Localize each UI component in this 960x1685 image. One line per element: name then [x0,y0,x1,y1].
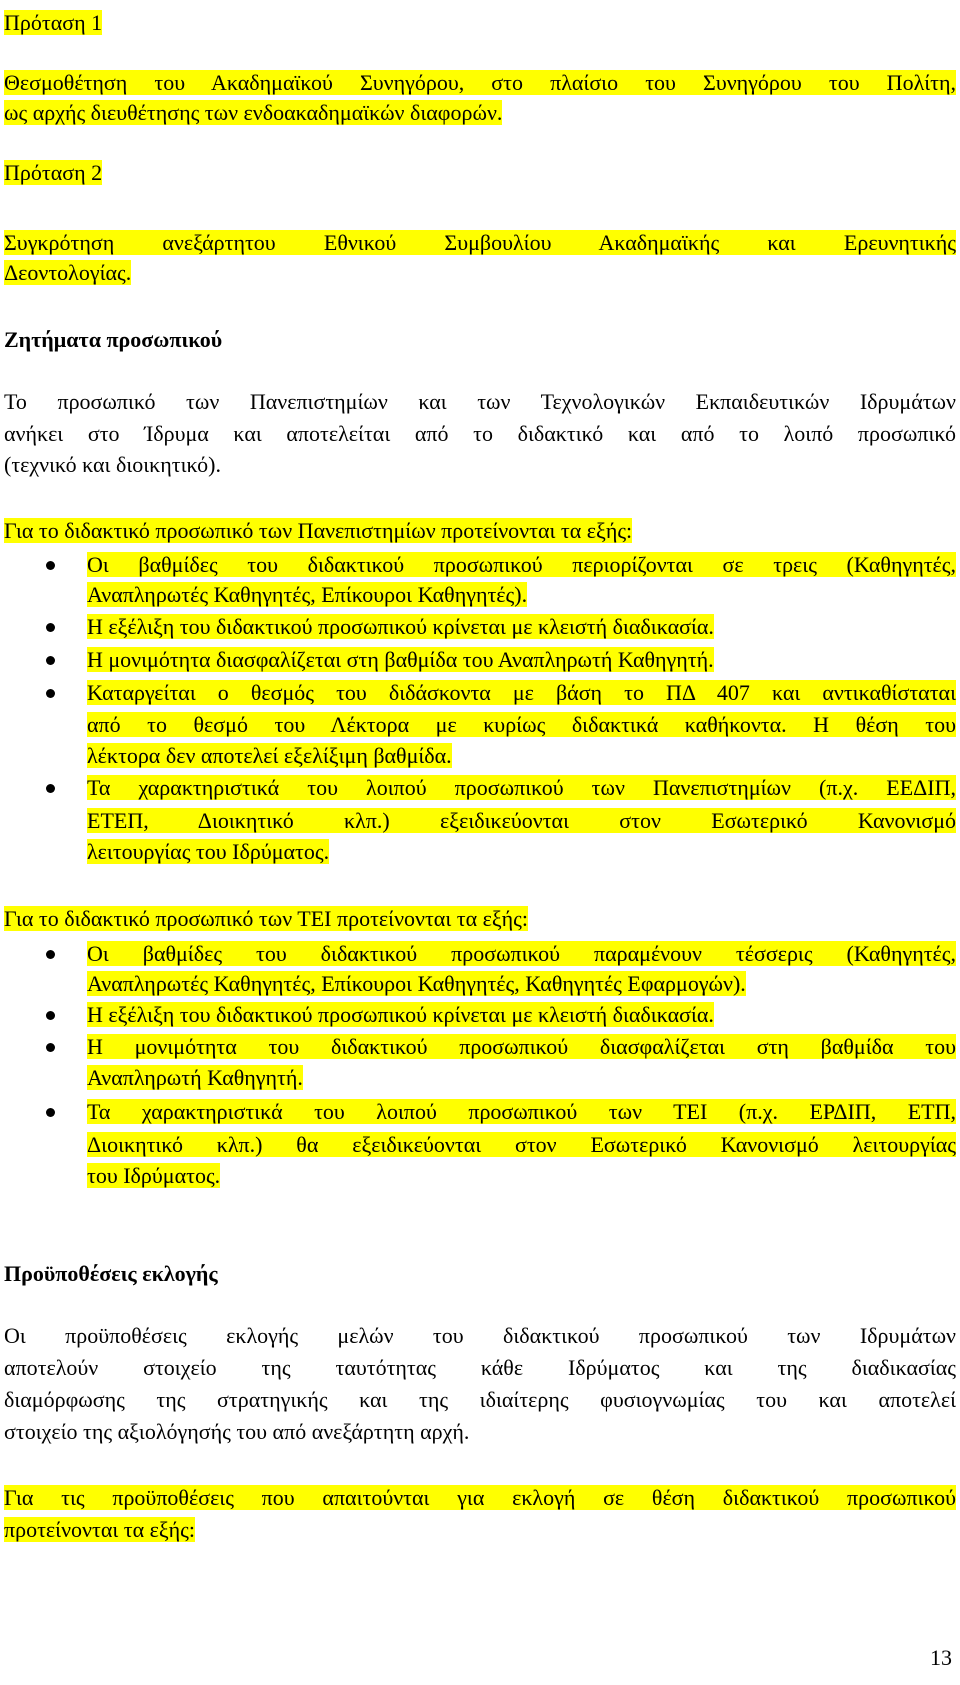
tei-item-3-line-2: Αναπληρωτή Καθηγητή. [87,1065,303,1090]
univ-item-4-line-3: λέκτορα δεν αποτελεί εξελίξιμη βαθμίδα. [87,743,452,768]
univ-item-5-line-2: ΕΤΕΠ, Διοικητικό κλπ.) εξειδικεύονται στον Εσωτερικό Κανονισμό [87,808,956,833]
univ-item-5-line-3: λειτουργίας του Ιδρύματος. [87,839,330,864]
univ-item-4-line-1: Καταργείται ο θεσμός του διδάσκοντα με βάση το ΠΔ 407 και αντικαθίσταται [87,680,956,705]
tei-item-1-line-1: Οι βαθμίδες του διδακτικού προσωπικού παραμένουν τέσσερις (Καθηγητές, [87,941,956,966]
election-para-line-1: Οι προϋποθέσεις εκλογής μελών του διδακτικού προσωπικού των Ιδρυμάτων [4,1323,956,1348]
tei-item-4-line-3: του Ιδρύματος. [87,1163,221,1188]
tei-item-4-line-2: Διοικητικό κλπ.) θα εξειδικεύονται στον Εσωτερικό Κανονισμό λειτουργίας [87,1132,956,1157]
election-para-line-2: αποτελούν στοιχείο της ταυτότητας κάθε Ιδρύματος και της διαδικασίας [4,1355,956,1380]
page-number: 13 [930,1645,952,1670]
bullet-icon [46,1011,55,1020]
election-para-line-4: στοιχείο της αξιολόγησής του από ανεξάρτητη αρχή. [4,1419,470,1444]
staff-intro-line-1: Το προσωπικό των Πανεπιστημίων και των Τεχνολογικών Εκπαιδευτικών Ιδρυμάτων [4,389,956,414]
proposal-2-line-2: Δεοντολογίας. [4,260,132,285]
bullet-icon [46,784,55,793]
staff-intro-line-2: ανήκει στο Ίδρυμα και αποτελείται από το διδακτικό και από το λοιπό προσωπικό [4,421,956,446]
proposal-1-line-1: Θεσμοθέτηση του Ακαδημαϊκού Συνηγόρου, στο πλαίσιο του Συνηγόρου του Πολίτη, [4,70,956,95]
tei-item-2-line-1: Η εξέλιξη του διδακτικού προσωπικού κρίνεται με κλειστή διαδικασία. [87,1002,714,1027]
tei-lead: Για το διδακτικό προσωπικό των ΤΕΙ προτείνονται τα εξής: [4,906,528,931]
election-para-line-3: διαμόρφωσης της στρατηγικής και της ιδιαίτερης φυσιογνωμίας του και αποτελεί [4,1387,956,1412]
univ-item-1-line-2: Αναπληρωτές Καθηγητές, Επίκουροι Καθηγητές). [87,582,528,607]
univ-item-1-line-1: Οι βαθμίδες του διδακτικού προσωπικού περιορίζονται σε τρεις (Καθηγητές, [87,552,956,577]
univ-item-5-line-1: Τα χαρακτηριστικά του λοιπού προσωπικού των Πανεπιστημίων (π.χ. ΕΕΔΙΠ, [87,775,956,800]
bullet-icon [46,656,55,665]
staff-section-heading: Ζητήματα προσωπικού [4,327,223,352]
bullet-icon [46,689,55,698]
bullet-icon [46,561,55,570]
election-lead-line-1: Για τις προϋποθέσεις που απαιτούνται για εκλογή σε θέση διδακτικού προσωπικού [4,1485,956,1510]
proposal-1-heading: Πρόταση 1 [4,10,103,35]
univ-item-3-line-1: Η μονιμότητα διασφαλίζεται στη βαθμίδα του Αναπληρωτή Καθηγητή. [87,647,714,672]
election-lead-line-2: προτείνονται τα εξής: [4,1517,196,1542]
tei-item-4-line-1: Τα χαρακτηριστικά του λοιπού προσωπικού των ΤΕΙ (π.χ. ΕΡΔΙΠ, ΕΤΠ, [87,1099,956,1124]
proposal-2-line-1: Συγκρότηση ανεξάρτητου Εθνικού Συμβουλίου Ακαδημαϊκής και Ερευνητικής [4,230,956,255]
staff-intro-line-3: (τεχνικό και διοικητικό). [4,452,221,477]
univ-item-4-line-2: από το θεσμό του Λέκτορα με κυρίως διδακτικά καθήκοντα. Η θέση του [87,712,956,737]
tei-item-1-line-2: Αναπληρωτές Καθηγητές, Επίκουροι Καθηγητές, Καθηγητές Εφαρμογών). [87,971,746,996]
proposal-2-heading: Πρόταση 2 [4,160,103,185]
bullet-icon [46,1108,55,1117]
univ-item-2-line-1: Η εξέλιξη του διδακτικού προσωπικού κρίνεται με κλειστή διαδικασία. [87,614,714,639]
tei-item-3-line-1: Η μονιμότητα του διδακτικού προσωπικού διασφαλίζεται στη βαθμίδα του [87,1034,956,1059]
proposal-1-line-2: ως αρχής διευθέτησης των ενδοακαδημαϊκών διαφορών. [4,100,503,125]
bullet-icon [46,950,55,959]
universities-lead: Για το διδακτικό προσωπικό των Πανεπιστημίων προτείνονται τα εξής: [4,518,633,543]
bullet-icon [46,623,55,632]
election-heading: Προϋποθέσεις εκλογής [4,1261,218,1286]
bullet-icon [46,1043,55,1052]
